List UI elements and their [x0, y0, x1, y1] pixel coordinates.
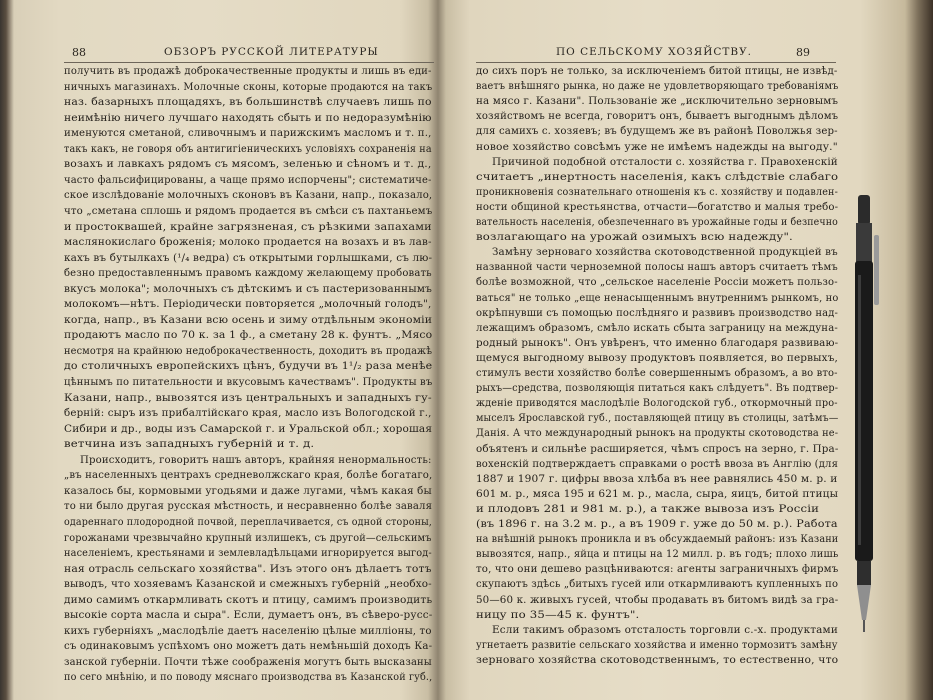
text-line: зерноваго хозяйства скотоводственнымъ, то естественно, что — [476, 654, 839, 666]
text-line: названной части черноземной полосы нашъ авторъ считаетъ тѣмъ — [476, 262, 838, 274]
text-line: на внѣшній рынокъ проникла и въ обсуждаемый районъ: изъ Казани — [476, 534, 839, 546]
text-line: 1887 и 1907 г. цифры ввоза хлѣба въ нее равнялись 450 м. р. и — [476, 473, 838, 485]
running-head-left: ОБЗОРЪ РУССКОЙ ЛИТЕРАТУРЫ — [164, 46, 379, 58]
text-line: съ одинаковымъ успѣхомъ оно можетъ дать немѣньшій доходъ Ка- — [64, 641, 433, 653]
text-line: на мясо г. Казани". Пользованіе же „исключительно зерновымъ — [476, 96, 839, 108]
text-line: когда, напр., въ Казани всю осень и зиму отдѣльным экономіи — [64, 314, 433, 326]
header-rule-left — [64, 62, 434, 63]
text-line: хозяйствомъ не всегда, говоритъ онъ, бываетъ выгоднымъ дѣломъ — [476, 111, 839, 123]
text-line: лежащимъ образомъ, смѣло искать сбыта заграницу на междуна- — [476, 322, 838, 334]
text-line: Сибири и др., воды изъ Самарской г. и Уральской обл.; хорошая — [64, 423, 433, 435]
text-line: ваться" не только „еще ненасыщеннымъ внутреннимъ рынкомъ, но — [476, 292, 839, 304]
text-line: окрѣпнувши съ помощью послѣдняго и развивъ производство над- — [476, 307, 839, 319]
text-line: занской губерніи. Почти тѣже соображенія могутъ быть высказаны — [64, 656, 432, 668]
text-line: возахъ и лавкахъ рядомъ съ мясомъ, зеленью и сѣномъ и т. д., — [64, 159, 432, 171]
text-line: получить въ продажѣ доброкачественные продукты и лишь въ еди- — [64, 66, 432, 77]
text-line: кихъ губерніяхъ „маслодѣліе даетъ населенію цѣлые милліоны, то — [64, 625, 432, 637]
text-line: наз. базарныхъ площадяхъ, въ большинствѣ случаевъ лишь по — [64, 97, 432, 109]
text-line: проникновенія сознательнаго отношенія къ с. хозяйству и подавлен- — [476, 186, 838, 198]
text-line: димо самимъ откармливать скотъ и птицу, самимъ производить — [64, 594, 433, 606]
text-line: Если такимъ образомъ отсталость торговли с.-х. продуктами — [492, 624, 838, 636]
text-line: одареннаго плодородной почвой, переплачивается, съ одной стороны, — [64, 516, 432, 528]
text-line: ности общиной крестьянства, отчасти—богатство и малыя требо- — [476, 201, 839, 213]
text-line: по сего мнѣнію, и по поводу мяснаго производства въ Казанской губ., — [64, 672, 433, 684]
text-line: вохенскій подтверждаетъ справками о ростѣ ввоза въ Англію (для — [476, 458, 839, 470]
text-line: что „сметана сплошь и рядомъ продается въ смѣси съ пахтаньемъ — [64, 205, 433, 217]
text-line: до столичныхъ европейскихъ цѣнъ, будучи въ 1¹/₂ раза менѣе — [64, 361, 433, 373]
text-line: вкусъ молока"; молочныхъ съ дѣтскимъ и съ пастеризованнымъ — [64, 283, 433, 295]
text-line: молокомъ—нѣтъ. Періодически повторяется „молочный голодъ", — [64, 299, 432, 311]
text-line: Причиной подобной отсталости с. хозяйства г. Правохенскій — [492, 156, 838, 168]
text-line: Замѣну зерноваго хозяйства скотоводственной продукціей въ — [492, 247, 838, 259]
text-line: жденіе приводятся маслодѣліе Вологодской губ., откормочный про- — [476, 398, 838, 410]
text-line: Казани, напр., вывозятся изъ центральныхъ и западныхъ гу- — [64, 392, 432, 404]
text-line: то ни было другая русская мѣстность, и несравненно болѣе заваля — [64, 501, 433, 513]
text-line: „въ населенныхъ центрахъ средневолжскаго края, болѣе богатаго, — [64, 470, 433, 482]
left-page — [14, 0, 434, 700]
header-rule-right — [476, 62, 836, 63]
text-line: новое хозяйство совсѣмъ уже не имѣемъ надежды на выгоду." — [476, 141, 838, 153]
text-line: цѣннымъ по питательности и вкусовымъ качествамъ". Продукты въ — [64, 377, 433, 388]
text-line: такъ какъ, не говоря объ антигигіеническихъ условіяхъ сохраненія на — [64, 143, 432, 155]
text-line: то, что они дешево разцѣниваются: агенты заграничныхъ фирмъ — [476, 564, 839, 576]
text-line: для самихъ с. хозяевъ; въ будущемъ же въ районѣ Поволжья зер- — [476, 126, 838, 138]
text-line: часто фальсифицированы, а чаще прямо испорчены"; систематиче- — [64, 174, 432, 186]
text-line: (въ 1896 г. на 3.2 м. р., а въ 1909 г. уже до 50 м. р.). Работа — [476, 519, 838, 530]
text-line: считаетъ „инертность населенія, какъ слѣдствіе слабаго — [476, 171, 839, 183]
text-line: 601 м. р., мяса 195 и 621 м. р., масла, сыра, яицъ, битой птицы — [476, 488, 839, 500]
text-line: высокіе сорта масла и сыра". Если, думаетъ онъ, въ сѣверо-русс- — [64, 610, 433, 622]
text-line: несмотря на крайнюю недоброкачественность, доходитъ въ продажѣ — [64, 345, 433, 357]
text-line: и плодовъ 281 и 981 м. р.), а также вывоза изъ Россіи — [476, 503, 820, 515]
text-line: именуются сметаной, сливочнымъ и парижскимъ масломъ и т. п., — [64, 128, 432, 140]
text-line: неимѣнію ничего лучшаго находять сбыть и по недоразумѣнію — [64, 112, 432, 124]
page-number-right: 89 — [796, 46, 810, 59]
text-line: казалось бы, кормовыми угодьями и даже лугами, чѣмъ какая бы — [64, 485, 432, 497]
text-line: ское изслѣдованіе молочныхъ сконовъ въ Казани, напр., показало, — [64, 190, 433, 202]
text-line: родный рынокъ". Онъ увѣренъ, что именно благодаря развиваю- — [476, 337, 839, 349]
text-line: продаютъ масло по 70 к. за 1 ф., а сметану 28 к. фунтъ. „Мясо — [64, 330, 433, 342]
text-line: ная отрасль сельскаго хозяйства". Изъ этого онъ дѣлаетъ тотъ — [64, 563, 432, 575]
page-number-left: 88 — [72, 46, 86, 59]
text-line: ветчина изъ западныхъ губерній и т. д. — [64, 439, 315, 451]
text-line: ваетъ внѣшняго рынка, но даже не удовлетворяющаго требованіямъ — [476, 81, 839, 93]
text-line: горожанами чрезвычайно крупный излишекъ, съ другой—сельскимъ — [64, 532, 432, 544]
text-line: объятенъ и сильнѣе расширяется, чѣмъ спросъ на зерно, г. Пра- — [476, 443, 839, 455]
text-line: выводъ, что хозяевамъ Казанской и смежныхъ губерній „необхо- — [64, 579, 432, 591]
text-line: 50—60 к. живыхъ гусей, чтобы продавать въ битомъ видѣ за гра- — [476, 594, 839, 606]
text-line: Происходитъ, говоритъ нашъ авторъ, крайняя ненормальность: — [80, 454, 432, 466]
text-line: возлагающаго на урожай озимыхъ всю надежду". — [476, 232, 793, 244]
text-line: маслянокислаго броженія; молоко продается на возахъ и въ лав- — [64, 237, 432, 249]
mechanical-pencil-icon — [846, 195, 886, 635]
text-line: рыхъ—средства, позволяющія питаться какъ слѣдуетъ". Въ подтвер- — [476, 383, 839, 395]
text-line: и простоквашей, крайне загрязненая, съ рѣзкими запахами — [64, 221, 432, 233]
text-line: скупаютъ здѣсь „битыхъ гусей или откармливаютъ купленныхъ по — [476, 579, 839, 591]
text-line: берній: сыръ изъ прибалтійскаго края, масло изъ Вологодской г., — [64, 408, 432, 420]
text-line: мыселъ Ярославской губ., поставляющей птицу въ столицы, затѣмъ— — [476, 413, 839, 425]
text-line: щемуся выгодному вывозу продуктовъ появляется, во первыхъ, — [476, 352, 838, 364]
text-line: населеніемъ, крестьянами и землевладѣльцами игнорируется выгод- — [64, 548, 432, 560]
text-line: вывозятся, напр., яйца и птицы на 12 милл. р. въ годъ; плохо лишь — [476, 549, 839, 561]
text-line: кахъ въ бутылкахъ (¹/₄ ведра) съ открытыми горлышками, съ лю- — [64, 252, 433, 264]
text-line: ничныхъ магазинахъ. Молочные сконы, которые продаются на такъ — [64, 81, 433, 93]
text-line: безно предоставленнымъ правомъ каждому желающему пробовать — [64, 268, 432, 280]
text-line: до сихъ поръ не только, за исключеніемъ битой птицы, не извѣд- — [476, 66, 838, 77]
running-head-right: ПО СЕЛЬСКОМУ ХОЗЯЙСТВУ. — [556, 46, 753, 58]
text-line: стимулъ вести хозяйство болѣе совершеннымъ образомъ, а во вто- — [476, 368, 838, 379]
text-line: болѣе возможной, что „сельское населеніе Россіи можетъ пользо- — [476, 277, 838, 289]
text-line: Данія. А что международный рынокъ на продукты скотоводства не- — [476, 428, 839, 440]
text-line: ницу по 35—45 к. фунтъ". — [476, 609, 640, 621]
text-line: вательность населенія, обезпеченнаго въ урожайные годы и безпечно — [476, 217, 838, 228]
text-line: угнетаетъ развитіе сельскаго хозяйства и именно тормозитъ замѣну — [476, 639, 838, 651]
